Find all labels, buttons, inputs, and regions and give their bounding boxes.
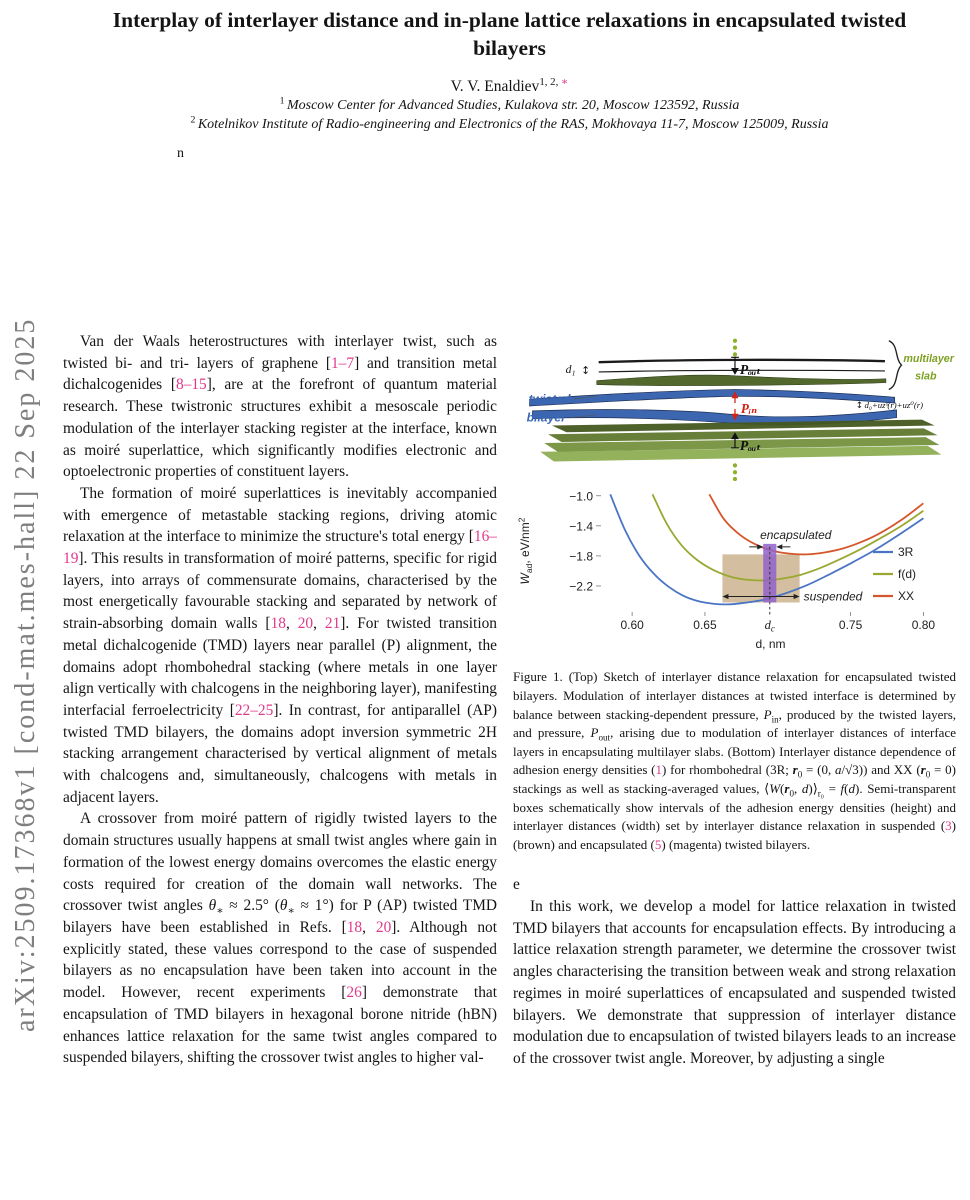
- figure-1-sketch: [513, 331, 956, 481]
- figure-1: [513, 331, 956, 854]
- paragraph-2: The formation of moiré superlattices is inevitably accompanied with emergence of metastable stacking regions, driving atomic relaxation at the interface to minimize the structure's total energy [16–19]. This results in transformation of moiré patterns, specific for rigid layers, into arrays of commensurate domains, characterised by the most energetically favourable stacking and separated by network of strain-absorbing domain walls [18, 20, 21]. For twisted transition metal dichalcogenide (TMD) layers near parallel (P) alignment, the domains adopt rhombohedral stacking (where metals in one layer align vertically with chalcogens in the neighboring layer), manifesting interfacial ferroelectricity [22–25]. In contrast, for antiparallel (AP) twisted TMD bilayers, the domains adopt inversion symmetric 2H stacking arrangement characterised by vertical alignment of metals with chalcogens and, simultaneously, chalcogens with metals in adjacent layers.: [63, 484, 497, 806]
- interlayer-distance-label: d₀+uzˢ(r)+uz⁰(r): [864, 399, 924, 410]
- legend-label-XX: XX: [898, 588, 915, 603]
- twisted-label: twisted: [528, 392, 571, 407]
- y-tick-label: −2.2: [569, 579, 593, 594]
- y-axis-label: $W_{ad}$, $eV/nm^2$: [516, 517, 534, 585]
- page-title: Interplay of interlayer distance and in-plane lattice relaxations in encapsulated twisted bilayers: [112, 8, 907, 61]
- adhesion-energy-chart: [513, 488, 956, 654]
- p-out-top-label: Pₒᵤₜ: [739, 361, 762, 377]
- column-right: [513, 331, 956, 1200]
- citation-ref[interactable]: 21: [324, 615, 341, 633]
- bilayer-label: bilayer: [526, 410, 566, 425]
- y-tick-label: −1.0: [569, 488, 593, 503]
- abstract-text: n: [177, 146, 184, 161]
- figure-1-caption: Figure 1. (Top) Sketch of interlayer distance relaxation for encapsulated twisted bilayers. Modulation of interlayer distances at twisted interface is determined by balance between stacking-dependent pressure, $P_{in}$, produced by the twisted layers, and pressure, $P_{out}$, arising due to modulation of interlayer distances of interface layers in encapsulating multilayer slabs. (Bottom) Interlayer distance dependence of adhesion energy densities (1) for rhombohedral (3R; $r_0 = (0$, a/√3)) and XX $(r_0 = 0)$ stackings as well as stacking-averaged values, $⟨W(r_0$, $d)⟩_{r_0} = f(d)$. Semi-transparent boxes schematically show intervals of the adhesion energy densities (height) and interlayer distances (width) set by interlayer distance relaxation in suspended (3) (brown) and encapsulated (5) (magenta) twisted bilayers.: [513, 669, 956, 852]
- citation-ref[interactable]: 22–25: [234, 701, 274, 719]
- multilayer-label: multilayer: [903, 353, 954, 366]
- paragraph-3-continuation: e: [513, 876, 520, 894]
- citation-ref[interactable]: 16–19: [63, 528, 497, 568]
- abstract: [160, 144, 878, 164]
- legend-label-3R: 3R: [898, 544, 914, 559]
- legend-label-f(d): f(d): [898, 566, 916, 581]
- stacking-dots-top: [733, 339, 737, 357]
- x-tick-label: 0.65: [693, 617, 717, 632]
- p-out-bottom-label: Pₒᵤₜ: [739, 437, 762, 453]
- citation-ref[interactable]: 20: [375, 918, 392, 936]
- paper-header: [63, 6, 956, 134]
- encapsulated-label: encapsulated: [760, 527, 832, 542]
- citation-ref[interactable]: 5: [654, 836, 662, 852]
- twisted-bilayer-layers: [530, 389, 897, 424]
- citation-ref[interactable]: 1–7: [330, 354, 355, 372]
- citation-ref[interactable]: 18: [270, 615, 286, 633]
- citation-ref[interactable]: 20: [297, 615, 314, 633]
- affiliation-2: $^2$ Kotelnikov Institute of Radio-engineering and Electronics of the RAS, Mokhovaya 11-7, Moscow 125009, Russia: [190, 114, 829, 132]
- x-axis-label: d, nm: [755, 636, 786, 651]
- citation-ref[interactable]: 18: [346, 918, 363, 936]
- d1-updown-arrow-icon: ↕: [581, 363, 591, 377]
- d1-label: d₁: [565, 362, 576, 376]
- brace-icon: [889, 341, 902, 390]
- x-tick-label: 0.75: [838, 617, 863, 632]
- paragraph-4: In this work, we develop a model for lattice relaxation in twisted TMD bilayers that accounts for encapsulation effects. By introducing a lattice relaxation strength parameter, we determine the crossover twist angles characterising the transition between weak and strong relaxation regimes in moiré superlattices of encapsulated and suspended twisted bilayers. We demonstrate that suppression of interlayer distance modulation due to encapsulation of twisted bilayers leads to an increase of the crossover twist angle. Moreover, by adjusting a single: [513, 898, 956, 1067]
- stacking-dots-bottom: [733, 463, 737, 481]
- paragraph-3: A crossover from moiré pattern of rigidly twisted layers to the domain structures usually happens at small twist angles where gain in formation of the lowest energy domains overcomes the elastic energy costs required for creation of the domain wall networks. The crossover twist angles $\theta_∗ \approx 2.5^\circ$ $(\theta_∗ \approx 1^\circ)$ for P (AP) twisted TMD bilayers have been established in Refs. [18, 20]. Although not explicitly stated, these values correspond to the case of suspended bilayers as no encapsulation have been taken into account in the model. However, recent experiments [26] demonstrate that encapsulation of TMD bilayers in hexagonal borone nitride (hBN) enhances lattice relaxation for the same twist angles compared to suspended bilayers, shifting the crossover twist angles to higher val-: [63, 810, 497, 1067]
- p-in-label: Pᵢₙ: [740, 400, 758, 416]
- paragraph-1: Van der Waals heterostructures with interlayer twist, such as twisted bi- and tri- layers of graphene [1–7] and transition metal dichalcogenides [8–15], are at the forefront of quantum material research. These twistronic structures exhibit a mesoscale periodic modulation of the interlayer stacking register at the interface, known as moiré superlattice, which significantly modifies electronic and optoelectronic properties of constituent layers.: [63, 333, 497, 481]
- suspended-label: suspended: [803, 589, 863, 604]
- citation-ref[interactable]: 26: [346, 984, 362, 1002]
- affiliation-1: $^1$ Moscow Center for Advanced Studies, Kulakova str. 20, Moscow 123592, Russia: [279, 95, 740, 113]
- arxiv-stamp: arXiv:2509.17368v1 [cond-mat.mes-hall] 22 Sep 2025: [10, 317, 41, 1032]
- citation-ref[interactable]: 8–15: [175, 376, 207, 394]
- citation-ref[interactable]: 3: [945, 818, 952, 834]
- author-line: V. V. Enaldiev$^{1, 2,}$ ∗: [450, 75, 569, 95]
- y-tick-label: −1.4: [569, 519, 593, 534]
- interlayer-updown-arrow-icon: ↕: [855, 400, 864, 411]
- y-tick-label: −1.8: [569, 549, 593, 564]
- series-XX: [709, 494, 923, 554]
- x-tick-label: 0.60: [620, 617, 644, 632]
- citation-ref[interactable]: 1: [655, 762, 663, 778]
- x-tick-label: 0.80: [911, 617, 936, 632]
- slab-label: slab: [915, 370, 937, 383]
- citation-ref[interactable]: ∗: [561, 75, 569, 88]
- dc-tick-label: $d_c$: [764, 617, 775, 634]
- column-left: [63, 331, 497, 1200]
